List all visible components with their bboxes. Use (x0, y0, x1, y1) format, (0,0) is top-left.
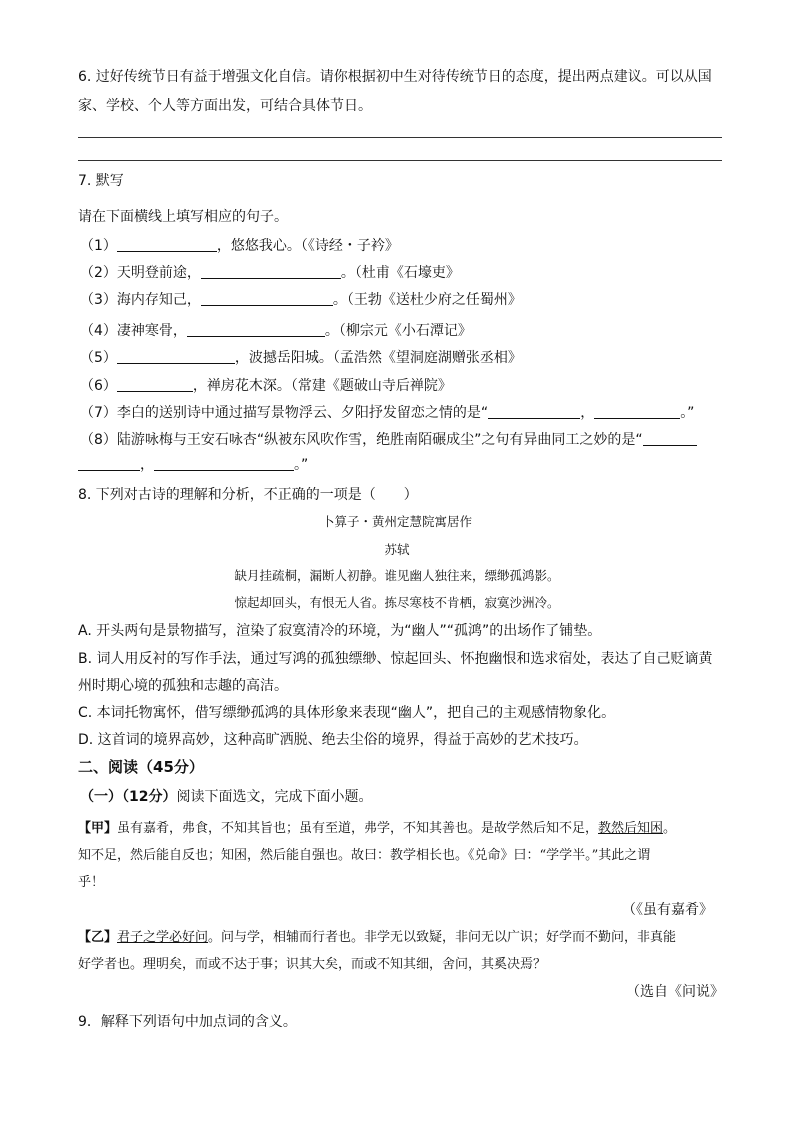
q7-item-8 (80, 431, 697, 449)
passage-text: 。 (663, 821, 677, 836)
poem-author: 苏轼 (384, 542, 410, 557)
subsection-heading (80, 788, 372, 806)
q7-instruction: 请在下面横线上填写相应的句子。 (78, 209, 288, 225)
fill-blank[interactable] (488, 404, 580, 419)
item-text: 。（王勃《送杜少府之任蜀州》 (332, 292, 522, 308)
item-number: （8） (80, 432, 117, 448)
item-text: ， (140, 457, 154, 473)
yi-line-1 (78, 929, 676, 947)
q7-item-6 (80, 377, 452, 395)
item-number: （2） (80, 265, 117, 281)
section-heading: 二、阅读（45分） (78, 758, 204, 776)
subsection-instruction: 阅读下面选文，完成下面小题。 (176, 789, 373, 805)
option-c[interactable]: C. 本词托物寓怀，借写缥缈孤鸿的具体形象来表现“幽人”，把自己的主观感情物象化。 (78, 705, 616, 721)
fill-blank[interactable] (117, 349, 235, 364)
item-text: 李白的送别诗中通过描写景物浮云、夕阳抒发留恋之情的是“ (116, 405, 489, 421)
item-number: （5） (80, 350, 117, 366)
q7-item-4 (80, 322, 472, 340)
q6-line-2: 家、学校、个人等方面出发，可结合具体节日。 (78, 98, 372, 114)
q7-item-1 (80, 237, 399, 255)
fill-blank[interactable] (187, 322, 325, 337)
item-number: （3） (80, 292, 117, 308)
q7-item-8-cont (78, 456, 308, 474)
item-text: 凄神寒骨， (116, 323, 187, 339)
item-number: （7） (80, 405, 117, 421)
fill-blank[interactable] (594, 404, 680, 419)
option-a[interactable]: A. 开头两句是景物描写，渲染了寂寞清冷的环境，为“幽人”“孤鸿”的出场作了铺垫。 (78, 623, 602, 639)
passage-text: 虽有嘉肴，弗食，不知其旨也；虽有至道，弗学，不知其善也。是故学然后知不足， (117, 821, 599, 836)
fill-blank[interactable] (154, 456, 294, 471)
poem-line-1: 缺月挂疏桐，漏断人初静。谁见幽人独往来，缥缈孤鸿影。 (234, 568, 560, 583)
item-text: ，悠悠我心。（《诗经・子衿》 (216, 238, 399, 254)
underlined-text: 君子之学必好问 (117, 930, 209, 945)
passage-label: 【乙】 (78, 930, 118, 945)
item-number: （4） (80, 323, 117, 339)
item-text: 海内存知己， (116, 292, 201, 308)
item-text: 。（柳宗元《小石潭记》 (324, 323, 472, 339)
q7-item-7 (80, 404, 694, 422)
option-b-cont: 州时期心境的孤独和志趣的高洁。 (78, 678, 288, 694)
jia-line-2: 知不足，然后能自反也；知困，然后能自强也。故曰：教学相长也。《兑命》曰：“学学半。”其此之谓 (78, 848, 651, 863)
option-d[interactable]: D. 这首词的境界高妙，这种高旷洒脱、绝去尘俗的境界，得益于高妙的艺术技巧。 (78, 732, 588, 748)
poem-title: 卜算子・黄州定慧院寓居作 (321, 514, 472, 529)
fill-blank[interactable] (643, 431, 697, 446)
q7-item-2 (80, 264, 460, 282)
q8-stem: 8. 下列对古诗的理解和分析，不正确的一项是（ ） (78, 487, 418, 503)
poem-line-2: 惊起却回头，有恨无人省。拣尽寒枝不肯栖，寂寞沙洲冷。 (234, 595, 560, 610)
item-text: 。” (680, 405, 695, 421)
q7-title: 7. 默写 (78, 173, 124, 189)
answer-line-1[interactable] (78, 137, 722, 138)
item-text: 。” (294, 457, 309, 473)
item-text: 天明登前途， (116, 265, 201, 281)
underlined-text: 教然后知困 (598, 821, 664, 836)
passage-label: 【甲】 (78, 821, 118, 836)
passage-text: 。问与学，相辅而行者也。非学无以致疑，非问无以广识；好学而不勤问，非真能 (208, 930, 677, 945)
item-text: 。（杜甫《石壕吏》 (340, 265, 460, 281)
yi-source: （选自《问说》 (626, 984, 724, 1000)
fill-blank[interactable] (117, 237, 217, 252)
item-text: ，波撼岳阳城。（孟浩然《望洞庭湖赠张丞相》 (234, 350, 522, 366)
jia-line-1 (78, 820, 676, 838)
option-b[interactable]: B. 词人用反衬的写作手法，通过写鸿的孤独缥缈、惊起回头、怀抱幽恨和选求宿处，表达了自己贬谪黄 (78, 651, 713, 667)
item-text: ， (580, 405, 595, 421)
fill-blank[interactable] (201, 291, 333, 306)
q7-item-3 (80, 291, 522, 309)
item-text: ，禅房花木深。（常建《题破山寺后禅院》 (192, 378, 452, 394)
fill-blank[interactable] (201, 264, 341, 279)
jia-line-3: 乎！ (78, 875, 105, 890)
q6-line-1: 6. 过好传统节日有益于增强文化自信。请你根据初中生对待传统节日的态度，提出两点建议。可以从国 (78, 69, 712, 85)
fill-blank[interactable] (78, 456, 140, 471)
item-text: 陆游咏梅与王安石咏杏“纵被东风吹作雪，绝胜南陌碾成尘”之句有异曲同工之妙的是“ (116, 432, 643, 448)
item-number: （6） (80, 378, 117, 394)
fill-blank[interactable] (117, 377, 193, 392)
q9-stem: 9．解释下列语句中加点词的含义。 (78, 1014, 297, 1030)
subsection-score: （一）（12分） (80, 789, 177, 805)
jia-source: （《虽有嘉肴》 (622, 902, 713, 918)
answer-line-2[interactable] (78, 160, 722, 161)
item-number: （1） (80, 238, 117, 254)
yi-line-2: 好学者也。理明矣，而或不达于事；识其大矣，而或不知其细，舍问，其奚决焉？ (78, 957, 547, 972)
q7-item-5 (80, 349, 522, 367)
